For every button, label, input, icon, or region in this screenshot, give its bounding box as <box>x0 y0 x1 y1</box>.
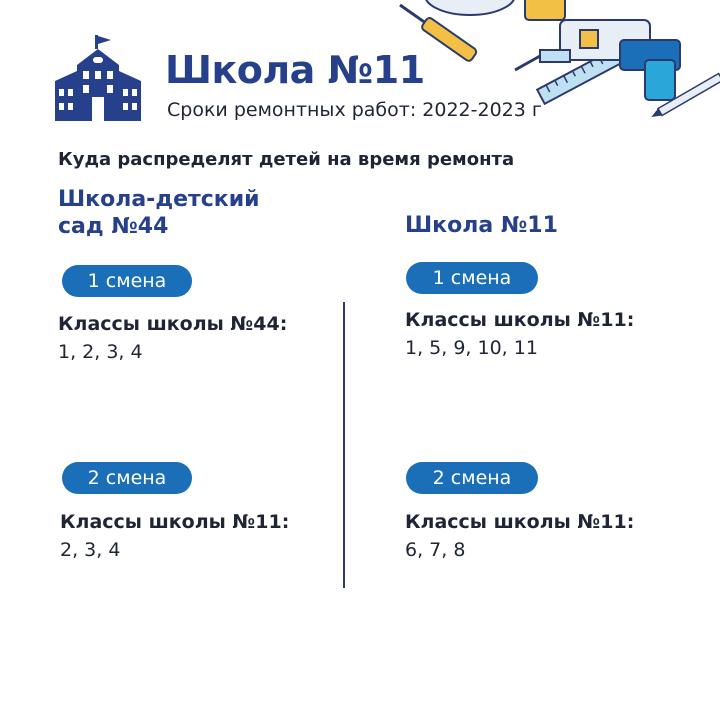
page-subtitle: Сроки ремонтных работ: 2022-2023 г <box>167 99 542 121</box>
classes-list: 2, 3, 4 <box>60 539 121 561</box>
left-shift-2-classes <box>60 508 289 564</box>
shift-2-badge-right: 2 смена <box>406 462 538 494</box>
right-shift-1-classes <box>405 306 634 362</box>
classes-list: 6, 7, 8 <box>405 539 466 561</box>
classes-label: Классы школы №44: <box>58 313 288 335</box>
classes-list: 1, 5, 9, 10, 11 <box>405 337 538 359</box>
shift-1-badge-left: 1 смена <box>62 265 192 297</box>
classes-list: 1, 2, 3, 4 <box>58 341 143 363</box>
right-school-title: Школа №11 <box>405 213 558 238</box>
shift-2-badge-left: 2 смена <box>62 462 192 494</box>
column-divider <box>343 302 345 588</box>
shift-1-badge-right: 1 смена <box>406 262 538 294</box>
classes-label: Классы школы №11: <box>60 511 290 533</box>
school-building-icon <box>55 35 141 121</box>
left-school-title: Школа-детский сад №44 <box>58 187 260 239</box>
page-title: Школа №11 <box>165 48 425 92</box>
classes-label: Классы школы №11: <box>405 511 635 533</box>
right-shift-2-classes <box>405 508 634 564</box>
section-question: Куда распределят детей на время ремонта <box>58 149 515 170</box>
classes-label: Классы школы №11: <box>405 309 635 331</box>
left-shift-1-classes <box>58 310 287 366</box>
